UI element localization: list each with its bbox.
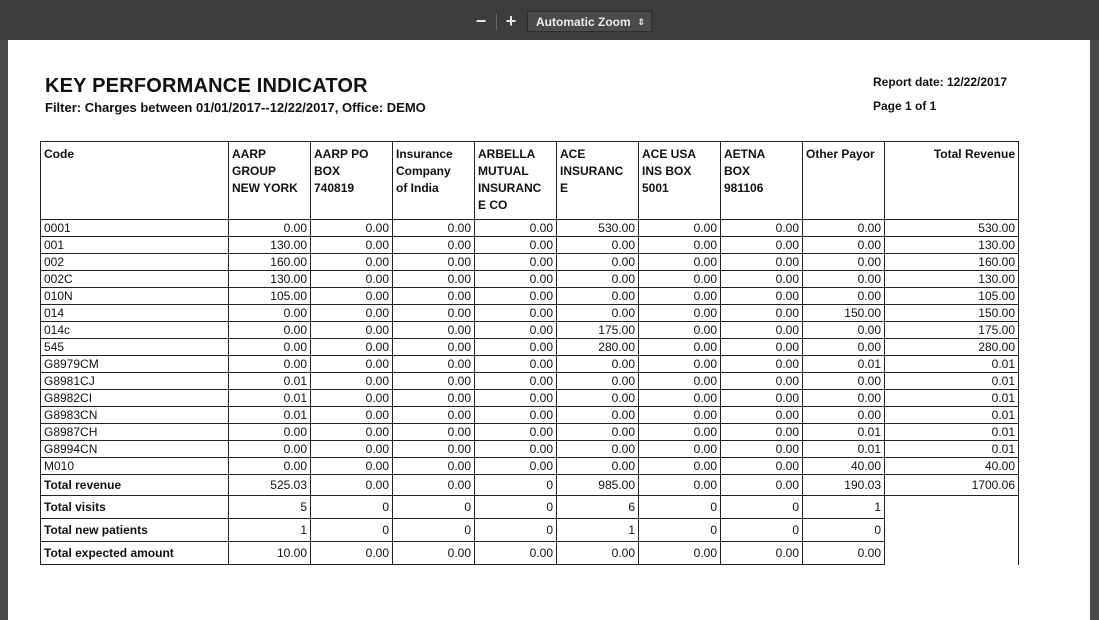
table-row (41, 373, 1019, 390)
table-cell: 0.00 (229, 458, 311, 475)
column-header: Insurance Company of India (393, 142, 475, 220)
table-cell: 10.00 (229, 542, 311, 565)
table-cell: 0.01 (885, 441, 1019, 458)
table-cell: 0.00 (639, 356, 721, 373)
table-cell: 0.00 (393, 542, 475, 565)
table-cell: 0.00 (311, 542, 393, 565)
table-cell: 0.00 (557, 305, 639, 322)
table-cell: 280.00 (557, 339, 639, 356)
table-cell: 0 (803, 519, 885, 542)
table-cell: 0.01 (229, 390, 311, 407)
table-cell: 150.00 (803, 305, 885, 322)
column-header: AARP GROUP NEW YORK (229, 142, 311, 220)
table-cell: 0 (393, 519, 475, 542)
table-row (41, 237, 1019, 254)
table-row (41, 271, 1019, 288)
table-cell: 0.00 (393, 288, 475, 305)
table-cell: 1 (229, 519, 311, 542)
table-cell: 0 (311, 496, 393, 519)
row-code: G8983CN (41, 407, 229, 424)
table-cell: 105.00 (885, 288, 1019, 305)
table-cell: 130.00 (229, 237, 311, 254)
table-cell: 105.00 (229, 288, 311, 305)
report-title: KEY PERFORMANCE INDICATOR (45, 75, 368, 97)
table-cell: 0.00 (639, 271, 721, 288)
table-cell: 5 (229, 496, 311, 519)
table-row (41, 458, 1019, 475)
table-cell: 0.01 (229, 407, 311, 424)
column-header: Other Payor (803, 142, 885, 220)
row-code: G8994CN (41, 441, 229, 458)
table-cell: 0.00 (557, 356, 639, 373)
table-cell: 175.00 (885, 322, 1019, 339)
table-cell: 0.00 (475, 254, 557, 271)
table-cell: 280.00 (885, 339, 1019, 356)
table-cell: 0.00 (393, 356, 475, 373)
table-cell: 0.00 (393, 441, 475, 458)
table-cell: 530.00 (885, 220, 1019, 237)
table-cell: 0.00 (557, 424, 639, 441)
table-cell: 0.00 (721, 356, 803, 373)
table-cell: 0.00 (393, 220, 475, 237)
toolbar-separator (496, 14, 497, 30)
row-code: 545 (41, 339, 229, 356)
table-cell: 0 (311, 519, 393, 542)
table-cell: 0.00 (639, 407, 721, 424)
table-cell: 0.00 (475, 458, 557, 475)
table-cell: 0.00 (557, 441, 639, 458)
column-header: Code (41, 142, 229, 220)
table-cell: 0.00 (721, 475, 803, 496)
table-cell: 0.00 (393, 407, 475, 424)
column-header: Total Revenue (885, 142, 1019, 220)
table-cell: 0.00 (721, 339, 803, 356)
table-cell: 0.00 (557, 407, 639, 424)
table-cell: 0.00 (639, 542, 721, 565)
table-cell: 0.00 (557, 254, 639, 271)
report-filter: Filter: Charges between 01/01/2017--12/22/2017, Office: DEMO (45, 100, 426, 115)
row-code: M010 (41, 458, 229, 475)
table-cell: 0.00 (393, 271, 475, 288)
table-cell: 0.00 (311, 237, 393, 254)
row-code: G8979CM (41, 356, 229, 373)
table-cell: 0.00 (557, 271, 639, 288)
table-cell: 0.00 (639, 339, 721, 356)
table-cell: 160.00 (229, 254, 311, 271)
kpi-table (40, 141, 1019, 565)
table-cell: 0.00 (557, 390, 639, 407)
table-cell: 0.00 (475, 542, 557, 565)
table-header-row (41, 142, 1019, 220)
table-cell: 0.00 (475, 322, 557, 339)
table-cell: 0.00 (721, 373, 803, 390)
table-cell: 0.00 (311, 305, 393, 322)
total-revenue-row (41, 475, 1019, 496)
table-row (41, 220, 1019, 237)
row-label: Total expected amount (41, 542, 229, 565)
table-cell: 0.00 (393, 458, 475, 475)
table-cell: 0.01 (885, 424, 1019, 441)
table-cell: 1 (557, 519, 639, 542)
page-number: Page 1 of 1 (873, 99, 937, 113)
table-cell: 0 (721, 519, 803, 542)
table-cell: 0.00 (721, 441, 803, 458)
table-cell: 160.00 (885, 254, 1019, 271)
total-visits-row (41, 496, 1019, 519)
table-cell: 0.00 (803, 288, 885, 305)
row-code: G8981CJ (41, 373, 229, 390)
row-code: 014c (41, 322, 229, 339)
table-cell: 0.00 (639, 441, 721, 458)
table-cell: 0.00 (639, 220, 721, 237)
table-cell: 130.00 (885, 271, 1019, 288)
table-cell: 0.00 (639, 237, 721, 254)
table-cell: 0.00 (393, 237, 475, 254)
row-code: 010N (41, 288, 229, 305)
table-cell: 0.00 (311, 441, 393, 458)
table-cell: 0.00 (639, 322, 721, 339)
table-cell: 0.00 (721, 322, 803, 339)
table-cell: 0.00 (393, 305, 475, 322)
table-cell: 0.00 (721, 542, 803, 565)
column-header: AARP PO BOX 740819 (311, 142, 393, 220)
table-cell: 0.00 (721, 254, 803, 271)
table-cell: 0.00 (311, 322, 393, 339)
table-cell: 0.00 (475, 407, 557, 424)
table-cell: 0.00 (393, 424, 475, 441)
zoom-out-button[interactable]: − (475, 11, 487, 31)
table-cell: 0.00 (721, 271, 803, 288)
table-cell: 0 (639, 496, 721, 519)
pdf-toolbar (0, 0, 1099, 40)
row-label: Total visits (41, 496, 229, 519)
row-code: G8982CI (41, 390, 229, 407)
table-row (41, 424, 1019, 441)
chevron-updown-icon: ⇕ (637, 17, 645, 27)
table-cell: 40.00 (885, 458, 1019, 475)
table-cell: 0.00 (557, 237, 639, 254)
table-cell: 0.00 (229, 322, 311, 339)
table-cell: 0.00 (639, 424, 721, 441)
table-cell: 0.00 (557, 458, 639, 475)
table-cell: 0.00 (639, 458, 721, 475)
table-cell: 0 (475, 519, 557, 542)
blank-cell (885, 496, 1019, 565)
row-code: G8987CH (41, 424, 229, 441)
table-cell: 0.00 (393, 475, 475, 496)
table-cell: 0.00 (639, 305, 721, 322)
table-cell: 0.00 (393, 339, 475, 356)
table-cell: 6 (557, 496, 639, 519)
table-cell: 0.00 (229, 305, 311, 322)
table-cell: 0.00 (721, 237, 803, 254)
table-cell: 0.00 (393, 254, 475, 271)
table-cell: 0.00 (475, 390, 557, 407)
table-cell: 0.00 (639, 390, 721, 407)
table-cell: 0.00 (475, 305, 557, 322)
table-cell: 0 (639, 519, 721, 542)
table-cell: 0.00 (803, 373, 885, 390)
column-header: ARBELLA MUTUAL INSURANC E CO (475, 142, 557, 220)
table-cell: 1 (803, 496, 885, 519)
table-cell: 0.00 (721, 305, 803, 322)
table-cell: 0.00 (311, 288, 393, 305)
table-cell: 0.00 (803, 271, 885, 288)
table-cell: 0.00 (475, 373, 557, 390)
table-cell: 0.00 (721, 390, 803, 407)
table-cell: 0.00 (311, 407, 393, 424)
table-cell: 130.00 (229, 271, 311, 288)
column-header: ACE INSURANC E (557, 142, 639, 220)
table-cell: 0.00 (803, 339, 885, 356)
table-cell: 0.00 (721, 288, 803, 305)
column-header: ACE USA INS BOX 5001 (639, 142, 721, 220)
table-cell: 175.00 (557, 322, 639, 339)
table-cell: 985.00 (557, 475, 639, 496)
table-cell: 0.00 (311, 220, 393, 237)
table-cell: 530.00 (557, 220, 639, 237)
table-cell: 0.01 (229, 373, 311, 390)
table-cell: 525.03 (229, 475, 311, 496)
table-cell: 0.00 (639, 288, 721, 305)
table-row (41, 390, 1019, 407)
table-cell: 150.00 (885, 305, 1019, 322)
table-cell: 0.01 (885, 373, 1019, 390)
table-row (41, 356, 1019, 373)
zoom-select[interactable] (527, 11, 652, 32)
table-cell: 0.00 (557, 373, 639, 390)
table-cell: 0.00 (393, 373, 475, 390)
table-cell: 0.00 (639, 254, 721, 271)
row-code: 014 (41, 305, 229, 322)
row-code: 0001 (41, 220, 229, 237)
report-page (8, 40, 1090, 620)
row-code: 001 (41, 237, 229, 254)
table-cell: 0.00 (475, 441, 557, 458)
table-cell: 0.00 (639, 475, 721, 496)
table-cell: 0.00 (311, 424, 393, 441)
table-cell: 0.00 (803, 542, 885, 565)
table-row (41, 407, 1019, 424)
table-cell: 130.00 (885, 237, 1019, 254)
row-code: 002 (41, 254, 229, 271)
table-cell: 0.00 (475, 271, 557, 288)
table-cell: 0.00 (311, 339, 393, 356)
table-cell: 1700.06 (885, 475, 1019, 496)
table-cell: 0.00 (229, 356, 311, 373)
table-cell: 0 (475, 496, 557, 519)
table-row (41, 441, 1019, 458)
table-cell: 0.00 (311, 271, 393, 288)
table-cell: 40.00 (803, 458, 885, 475)
row-label: Total revenue (41, 475, 229, 496)
table-cell: 0.00 (229, 220, 311, 237)
table-cell: 0.00 (311, 254, 393, 271)
table-cell: 0.00 (393, 390, 475, 407)
table-cell: 0.00 (803, 390, 885, 407)
row-code: 002C (41, 271, 229, 288)
table-cell: 0.01 (803, 424, 885, 441)
total-new-patients-row (41, 519, 1019, 542)
table-cell: 0.01 (803, 356, 885, 373)
table-cell: 0.00 (721, 424, 803, 441)
table-cell: 0.00 (229, 339, 311, 356)
table-cell: 0 (393, 496, 475, 519)
table-cell: 0.00 (639, 373, 721, 390)
table-cell: 0.00 (557, 542, 639, 565)
zoom-select-label: Automatic Zoom (536, 15, 631, 29)
table-cell: 0.00 (721, 458, 803, 475)
table-cell: 0.00 (229, 424, 311, 441)
table-row (41, 254, 1019, 271)
table-cell: 0.00 (475, 356, 557, 373)
table-cell: 0.00 (311, 373, 393, 390)
table-cell: 0.00 (475, 339, 557, 356)
table-cell: 0.01 (885, 356, 1019, 373)
column-header: AETNA BOX 981106 (721, 142, 803, 220)
table-cell: 0.00 (803, 237, 885, 254)
row-label: Total new patients (41, 519, 229, 542)
report-date: Report date: 12/22/2017 (873, 75, 1008, 89)
table-cell: 0.00 (393, 322, 475, 339)
table-row (41, 322, 1019, 339)
table-cell: 0.00 (475, 220, 557, 237)
table-cell: 0.00 (721, 407, 803, 424)
table-cell: 0.01 (885, 390, 1019, 407)
table-cell: 0.00 (475, 237, 557, 254)
table-cell: 0.00 (803, 322, 885, 339)
zoom-in-button[interactable]: + (505, 11, 517, 31)
table-cell: 0.00 (311, 390, 393, 407)
table-cell: 0.00 (557, 288, 639, 305)
table-cell: 0 (721, 496, 803, 519)
table-cell: 0.01 (885, 407, 1019, 424)
table-cell: 0.00 (475, 288, 557, 305)
table-cell: 0.00 (803, 254, 885, 271)
table-row (41, 288, 1019, 305)
table-cell: 0.00 (803, 407, 885, 424)
table-cell: 0.00 (311, 458, 393, 475)
table-cell: 0.00 (475, 424, 557, 441)
table-cell: 190.03 (803, 475, 885, 496)
table-cell: 0.00 (229, 441, 311, 458)
table-row (41, 305, 1019, 322)
table-cell: 0.00 (311, 475, 393, 496)
total-expected-row (41, 542, 1019, 565)
table-row (41, 339, 1019, 356)
table-cell: 0 (475, 475, 557, 496)
table-cell: 0.01 (803, 441, 885, 458)
table-cell: 0.00 (311, 356, 393, 373)
table-cell: 0.00 (803, 220, 885, 237)
table-cell: 0.00 (721, 220, 803, 237)
